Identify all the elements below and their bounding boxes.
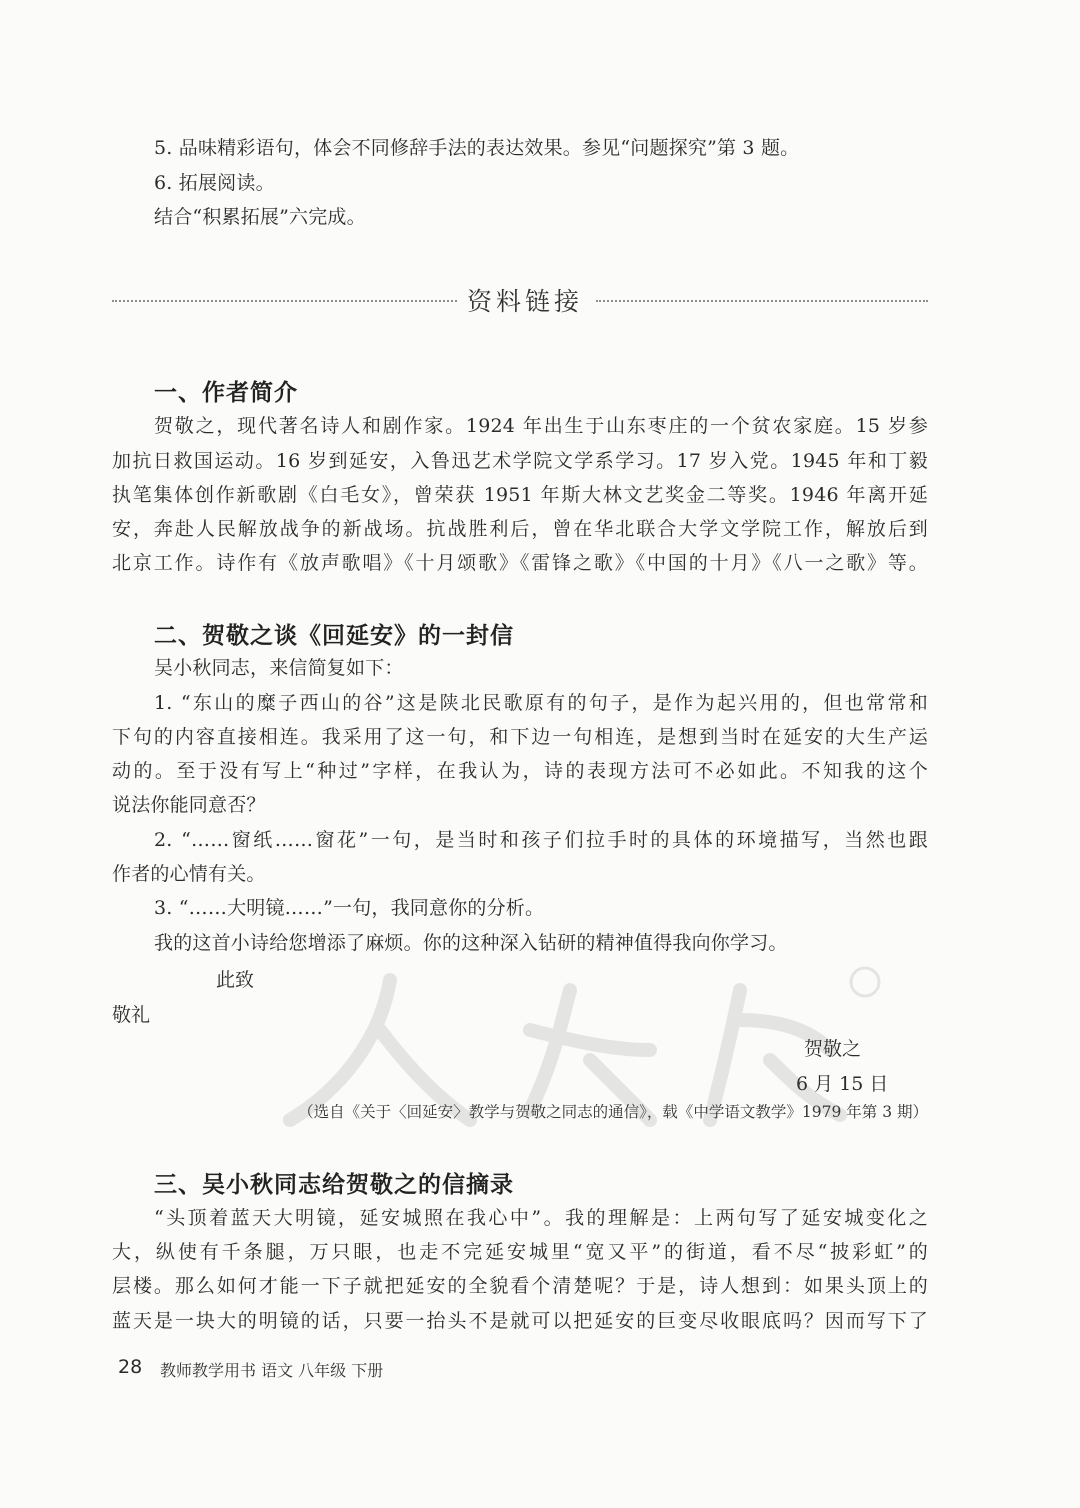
paragraph-line: 安，奔赴人民解放战争的新战场。抗战胜利后，曾在华北联合大学文学院工作，解放后到: [112, 518, 928, 540]
divider-left: [112, 300, 457, 302]
paragraph-line: 贺敬之，现代著名诗人和剧作家。1924 年出生于山东枣庄的一个贫农家庭。15 岁参: [154, 415, 928, 437]
paragraph-line: 说法你能同意否？: [112, 794, 266, 816]
paragraph-line: 作者的心情有关。: [112, 863, 266, 885]
paragraph-line: 我的这首小诗给您增添了麻烦。你的这种深入钻研的精神值得我向你学习。: [154, 932, 788, 954]
letter-date: 6 月 15 日: [796, 1073, 889, 1095]
paragraph-line: 2. “……窗纸……窗花”一句，是当时和孩子们拉手时的具体的环境描写，当然也跟: [154, 829, 928, 851]
section-title: 资料链接: [466, 287, 583, 316]
paragraph-line: 层楼。那么如何才能一下子就把延安的全貌看个清楚呢？于是，诗人想到：如果头顶上的: [112, 1275, 928, 1297]
paragraph-line: 加抗日救国运动。16 岁到延安，入鲁迅艺术学院文学系学习。17 岁入党。1945 年和丁毅: [112, 450, 928, 472]
paragraph-line: 北京工作。诗作有《放声歌唱》《十月颂歌》《雷锋之歌》《中国的十月》《八一之歌》等。: [112, 552, 928, 574]
paragraph-line: “头顶着蓝天大明镜，延安城照在我心中”。我的理解是：上两句写了延安城变化之: [154, 1207, 928, 1229]
letter-signer: 贺敬之: [804, 1038, 862, 1060]
paragraph-line: 大，纵使有千条腿，万只眼，也走不完延安城里“宽又平”的街道，看不尽“披彩虹”的: [112, 1241, 928, 1263]
citation: （选自《关于〈回延安〉教学与贺敬之同志的通信》，载《中学语文教学》1979 年第 3 期）: [298, 1103, 928, 1121]
heading-excerpt: 三、吴小秋同志给贺敬之的信摘录: [154, 1172, 514, 1198]
letter-closing-2: 敬礼: [112, 1004, 151, 1026]
paragraph-line: 吴小秋同志，来信简复如下：: [154, 657, 404, 679]
book-title: 教师教学用书 语文 八年级 下册: [160, 1361, 384, 1380]
page-number: 28: [118, 1356, 143, 1378]
heading-letter: 二、贺敬之谈《回延安》的一封信: [154, 623, 514, 649]
top-line-1: 5. 品味精彩语句，体会不同修辞手法的表达效果。参见“问题探究”第 3 题。: [154, 137, 800, 159]
paragraph-line: 执笔集体创作新歌剧《白毛女》，曾荣获 1951 年斯大林文艺奖金二等奖。1946 年离开延: [112, 484, 928, 506]
paragraph-line: 动的。至于没有写上“种过”字样，在我认为，诗的表现方法可不必如此。不知我的这个: [112, 760, 928, 782]
top-line-3: 结合“积累拓展”六完成。: [154, 206, 366, 228]
paragraph-line: 蓝天是一块大的明镜的话，只要一抬头不是就可以把延安的巨变尽收眼底吗？因而写下了: [112, 1310, 928, 1332]
letter-closing-1: 此致: [216, 969, 255, 991]
paragraph-line: 3. “……大明镜……”一句，我同意你的分析。: [154, 897, 545, 919]
top-line-2: 6. 拓展阅读。: [154, 172, 275, 194]
divider-right: [596, 300, 928, 302]
paragraph-line: 1. “东山的糜子西山的谷”这是陕北民歌原有的句子，是作为起兴用的，但也常常和: [154, 692, 928, 714]
heading-author-intro: 一、作者简介: [154, 380, 298, 406]
paragraph-line: 下句的内容直接相连。我采用了这一句，和下边一句相连，是想到当时在延安的大生产运: [112, 726, 928, 748]
